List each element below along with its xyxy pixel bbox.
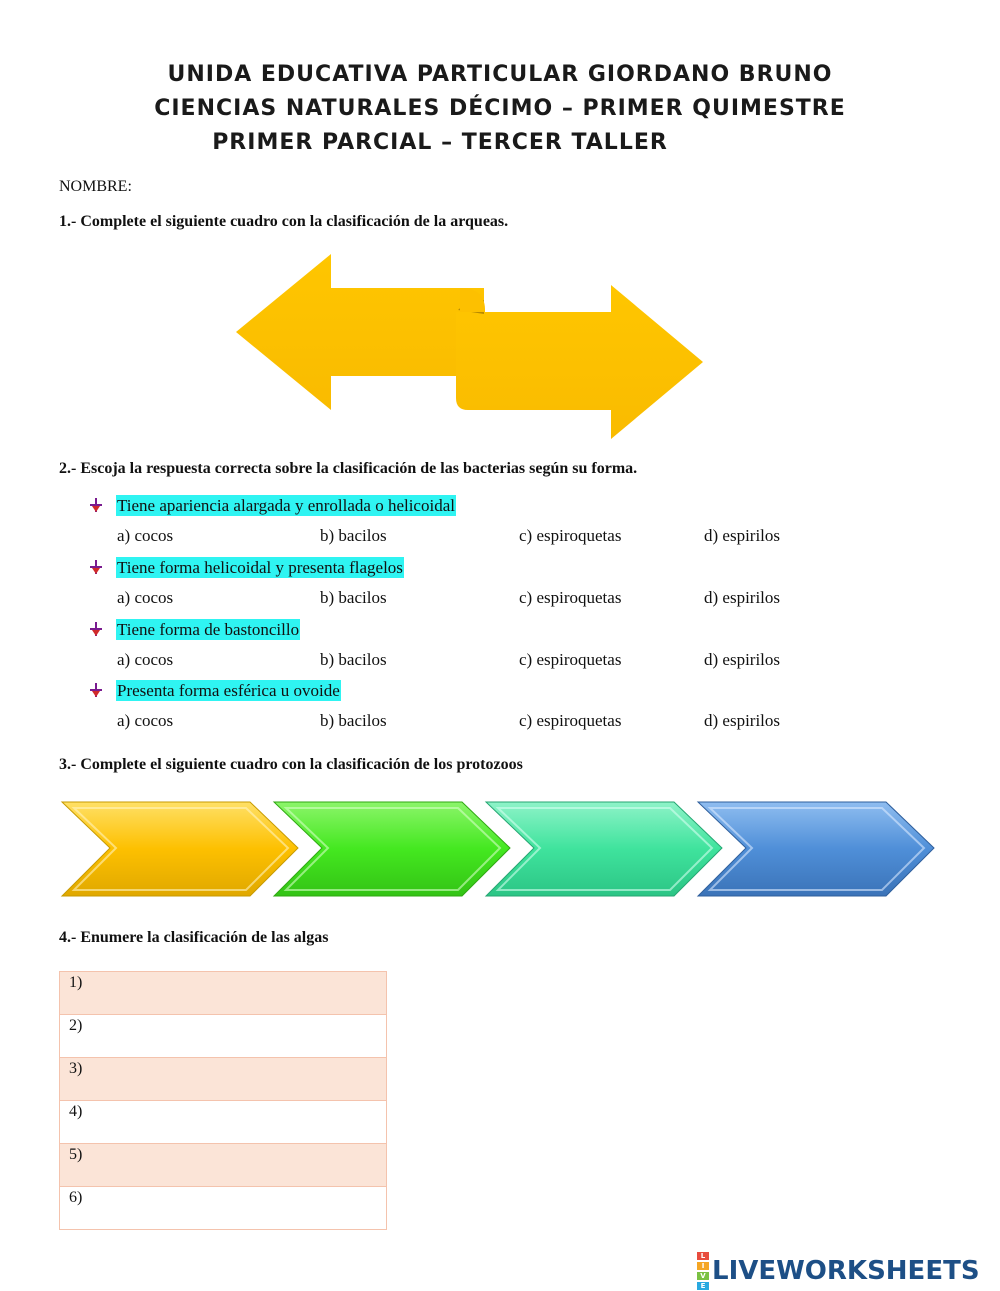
chevron-3 [486, 802, 722, 896]
chevron-2 [274, 802, 510, 896]
option-d[interactable]: d) espirilos [704, 650, 781, 669]
bullet-arrow-icon [88, 621, 104, 637]
nombre-label: NOMBRE: [59, 178, 132, 195]
algae-cell[interactable]: 2) [60, 1015, 387, 1058]
question-1: 1.- Complete el siguiente cuadro con la clasificación de la arqueas. [59, 213, 509, 230]
option-a[interactable]: a) cocos [117, 650, 174, 669]
logo-mark-icon: L I V E [697, 1251, 709, 1291]
option-a[interactable]: a) cocos [117, 526, 174, 545]
algae-cell[interactable]: 4) [60, 1101, 387, 1144]
option-d[interactable]: d) espirilos [704, 588, 781, 607]
bacteria-prompt: Presenta forma esférica u ovoide [117, 680, 340, 700]
bacteria-item-2 [88, 556, 404, 578]
option-d[interactable]: d) espirilos [704, 526, 781, 545]
option-b[interactable]: b) bacilos [320, 588, 387, 607]
right-arrow-shape [456, 285, 703, 439]
question-4: 4.- Enumere la clasificación de las algas [59, 929, 329, 946]
bacteria-prompt: Tiene forma de bastoncillo [117, 619, 300, 639]
option-c[interactable]: c) espiroquetas [519, 650, 622, 669]
bacteria-item-3 [88, 618, 300, 640]
question-3: 3.- Complete el siguiente cuadro con la clasificación de los protozoos [59, 756, 523, 773]
liveworksheets-logo [697, 1252, 980, 1290]
table-row [60, 1144, 387, 1187]
protozoa-chevron-flow [60, 800, 940, 900]
option-b[interactable]: b) bacilos [320, 650, 387, 669]
chevron-1 [62, 802, 298, 896]
option-c[interactable]: c) espiroquetas [519, 711, 622, 730]
bullet-arrow-icon [88, 497, 104, 513]
option-b[interactable]: b) bacilos [320, 526, 387, 545]
table-row [60, 1015, 387, 1058]
bullet-arrow-icon [88, 682, 104, 698]
option-b[interactable]: b) bacilos [320, 711, 387, 730]
option-c[interactable]: c) espiroquetas [519, 526, 622, 545]
table-row [60, 972, 387, 1015]
algae-cell[interactable]: 6) [60, 1187, 387, 1230]
bacteria-item-1 [88, 494, 456, 516]
table-row [60, 1187, 387, 1230]
algae-cell[interactable]: 3) [60, 1058, 387, 1101]
school-title: UNIDA EDUCATIVA PARTICULAR GIORDANO BRUNO [167, 62, 833, 87]
bacteria-prompt: Tiene forma helicoidal y presenta flagelos [117, 557, 403, 577]
option-c[interactable]: c) espiroquetas [519, 588, 622, 607]
algae-table [59, 971, 387, 1230]
option-a[interactable]: a) cocos [117, 588, 174, 607]
archaea-double-arrow [236, 252, 706, 442]
bullet-arrow-icon [88, 559, 104, 575]
table-row [60, 1058, 387, 1101]
logo-text: LIVEWORKSHEETS [712, 1256, 980, 1286]
bacteria-item-4 [88, 679, 341, 701]
algae-cell[interactable]: 1) [60, 972, 387, 1015]
table-row [60, 1101, 387, 1144]
chevron-4 [698, 802, 934, 896]
option-d[interactable]: d) espirilos [704, 711, 781, 730]
question-2: 2.- Escoja la respuesta correcta sobre la clasificación de las bacterias según su forma. [59, 460, 638, 477]
algae-cell[interactable]: 5) [60, 1144, 387, 1187]
left-arrow-shape [236, 254, 484, 410]
workshop-title: PRIMER PARCIAL – TERCER TALLER [212, 130, 668, 155]
subject-title: CIENCIAS NATURALES DÉCIMO – PRIMER QUIMESTRE [154, 96, 846, 121]
bacteria-prompt: Tiene apariencia alargada y enrollada o helicoidal [117, 495, 455, 515]
option-a[interactable]: a) cocos [117, 711, 174, 730]
